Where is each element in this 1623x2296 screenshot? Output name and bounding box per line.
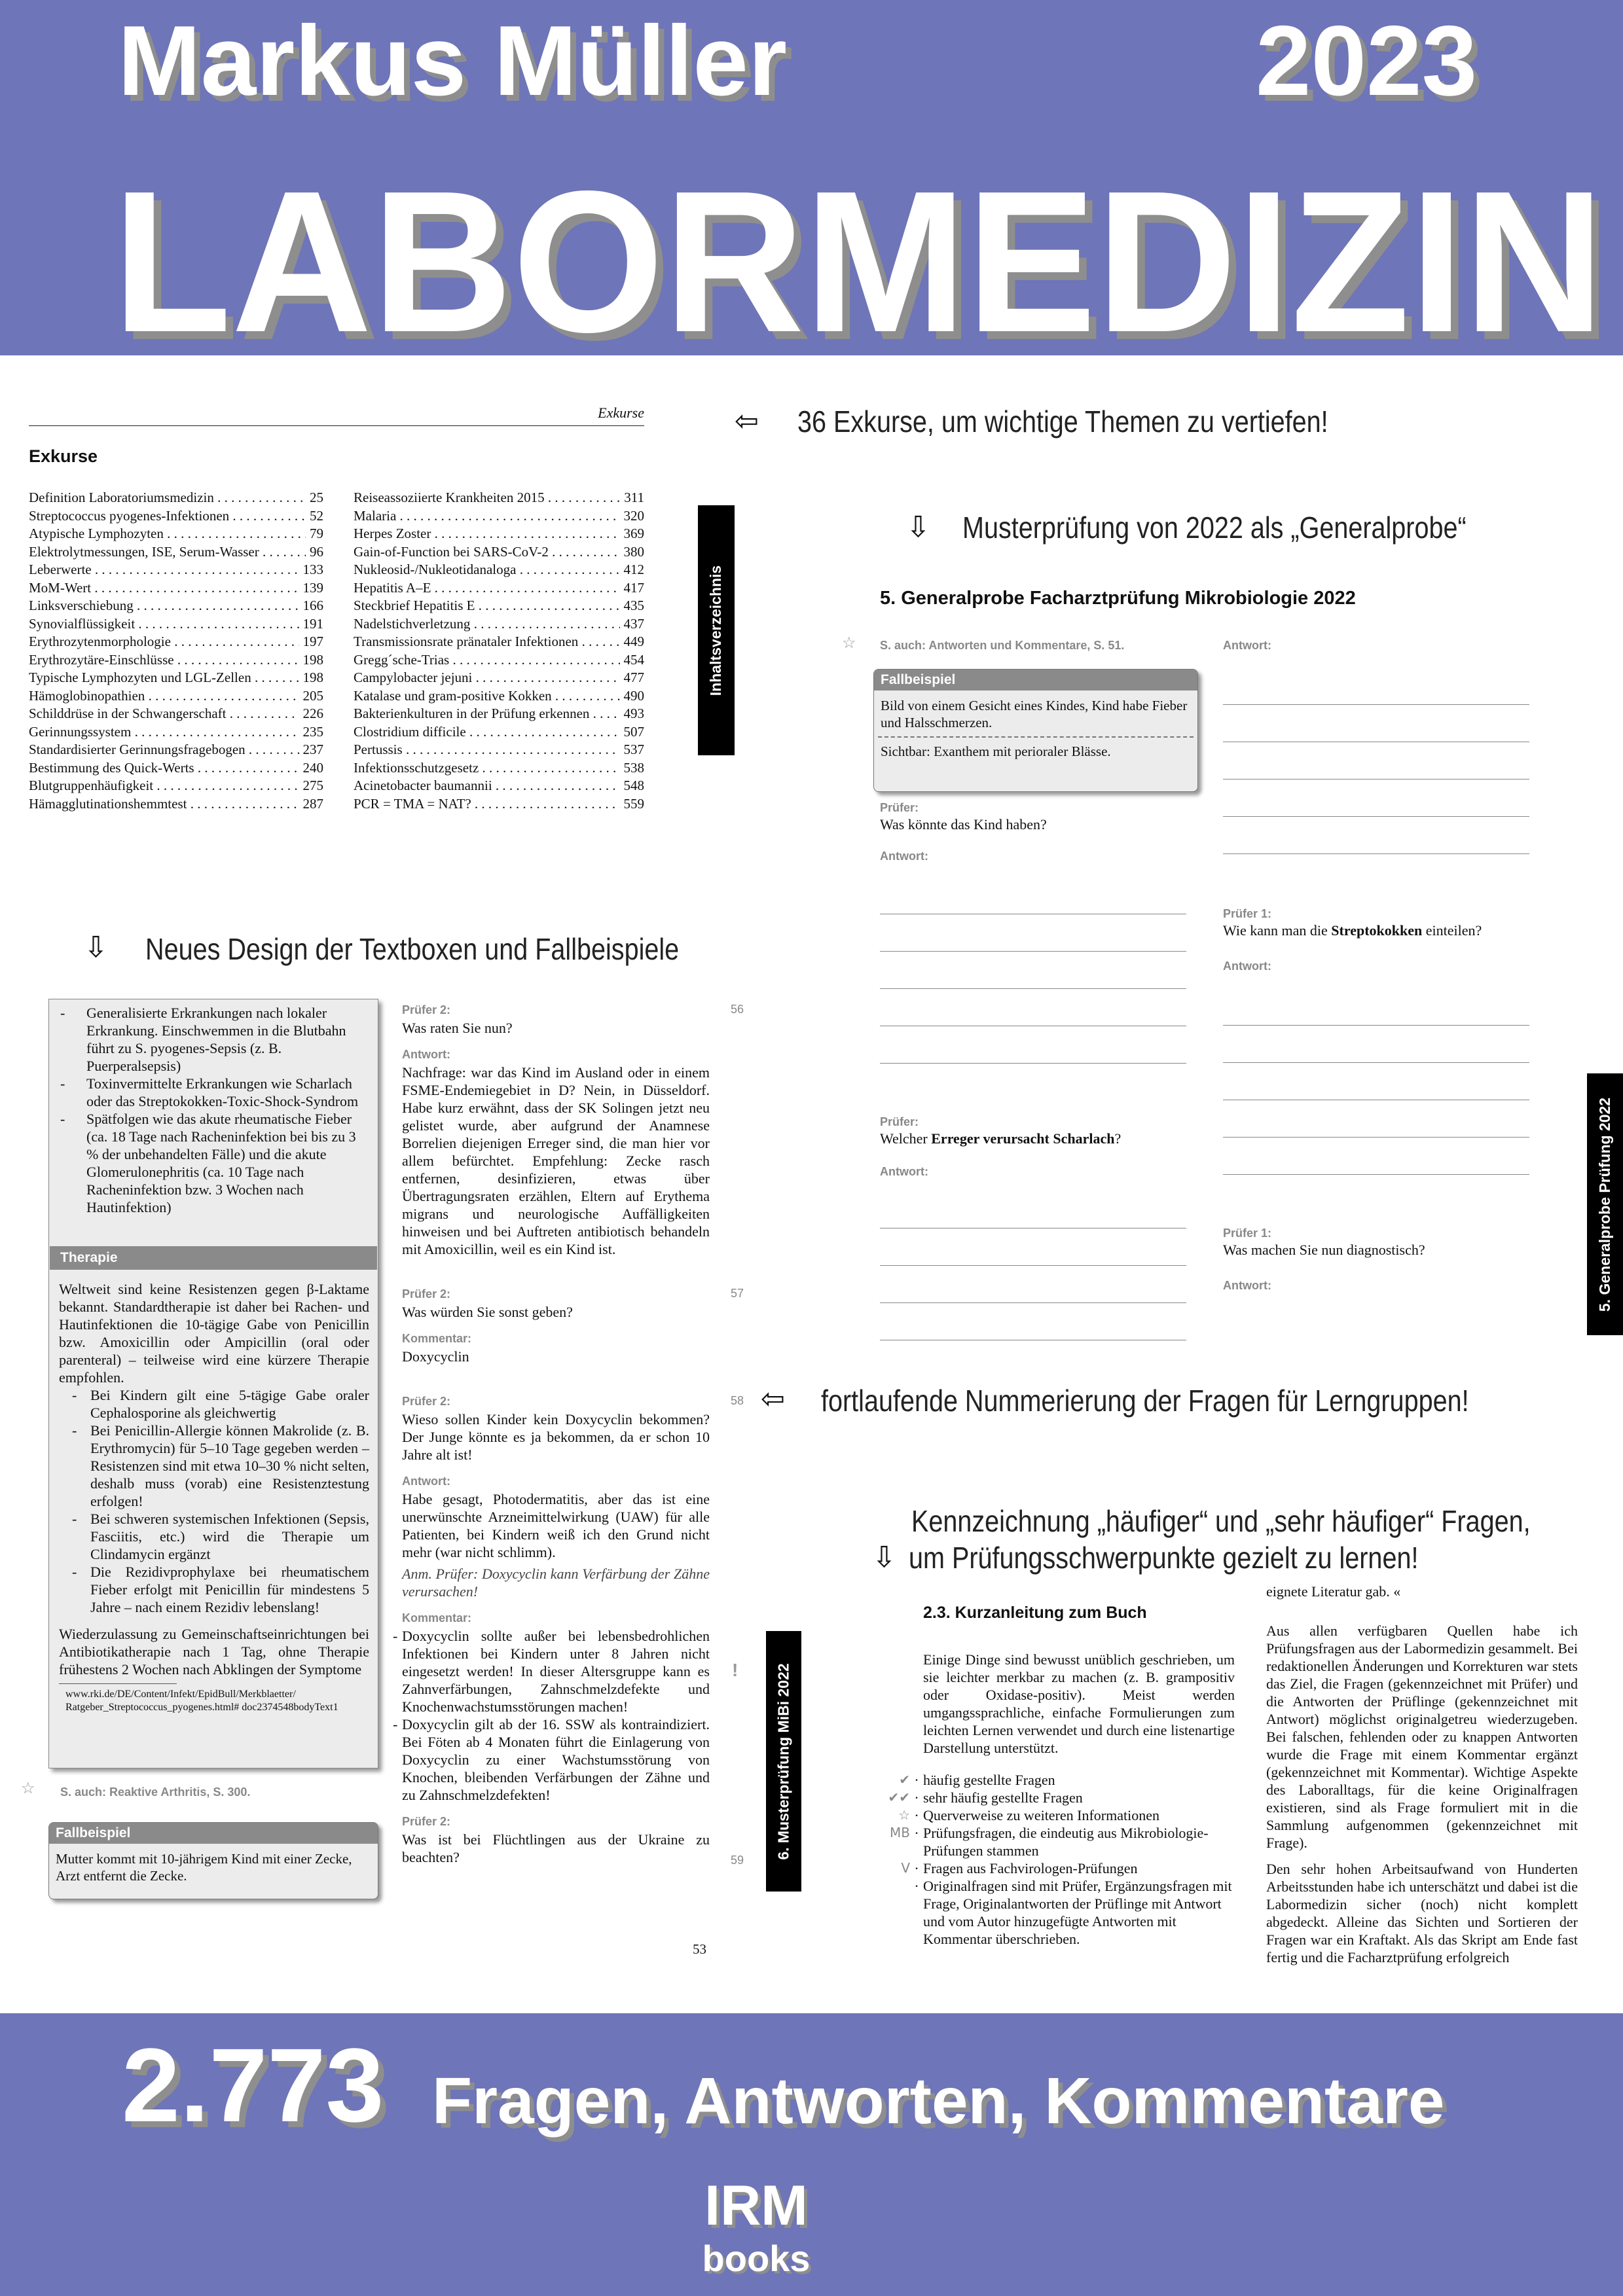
toc-entry-name: Standardisierter Gerinnungsfragebogen . . . <box>29 741 299 759</box>
toc-entry-name: Definition Laboratoriumsmedizin . . . <box>29 489 306 507</box>
toc-entry-name: Bakterienkulturen in der Prüfung erkennen . . . <box>354 705 620 723</box>
legend-symbol: V <box>901 1860 910 1876</box>
excursions-panel <box>29 401 644 812</box>
annotation-frequency-line1: Kennzeichnung „häufiger“ und „sehr häufiger“ Fragen, <box>911 1504 1531 1538</box>
therapy-header: Therapie <box>50 1246 377 1270</box>
toc-entry-page: 275 <box>302 778 323 793</box>
toc-row <box>354 741 644 759</box>
answer-56: Nachfrage: war das Kind im Ausland oder in einem FSME-Endemiegebiet in D? Nein, in Düsseldorf. Habe kurz erwähnt, dass der SK Solingen jetzt neu gelistet wurde, aber aufgrund der Anamnese Borrelien diejenigen Erreger sind, die man hier vor allem befürchtet. Empfehlung: Zecke rasch entfernen, desinfizieren, etwas über Übertragungsraten erzählen, Eltern auf Erythema migrans und neurologische Auffälligkeiten hinweisen und bei Auftreten antibiotisch behandeln mit Amoxicillin, weil es ein Kind ist. <box>402 1064 710 1257</box>
therapy-text: Weltweit sind keine Resistenzen gegen β-Laktame bekannt. Standardtherapie ist daher bei Rachen- und Hautinfektionen die 10-tägige Gabe von Penicillin bzw. Amoxicillin oder Ampicillin (oral oder parenteral) – teilweise wird eine kürzere Therapie empfohlen. <box>59 1281 369 1386</box>
exam-question-3: Welcher Erreger verursacht Scharlach? <box>880 1130 1122 1147</box>
book-title: LABORMEDIZIN <box>113 149 1605 374</box>
bullet-generalized: Generalisierte Erkrankungen nach lokaler Erkrankung. Einschwemmen in die Blutbahn führt zu S. pyogenes-Sepsis (z. B. Puerperalsepsis) <box>86 1005 346 1074</box>
toc-row <box>29 777 323 795</box>
toc-entry-page: 437 <box>623 615 644 632</box>
toc-entry-page: 133 <box>302 562 323 577</box>
arrow-down-icon: ⇩ <box>872 1541 896 1574</box>
case-visible: Sichtbar: Exanthem mit perioraler Blässe. <box>881 744 1111 759</box>
toc-row <box>354 777 644 795</box>
legend-symbol: ✔✔ <box>888 1789 910 1805</box>
legend-row: · Originalfragen sind mit Prüfer, Ergänzungsfragen mit Frage, Originalantworten der Prüflinge mit Antwort und vom Autor hinzugefügte Antworten mit Kommentar überschrieben. <box>864 1877 1235 1948</box>
question-59: Was ist bei Flüchtlingen aus der Ukraine zu beachten? <box>402 1831 710 1865</box>
toc-row <box>354 579 644 598</box>
legend-row: ☆ · Querverweise zu weiteren Informationen <box>864 1806 1235 1824</box>
toc-entry-page: 454 <box>623 651 644 668</box>
toc-entry-page: 226 <box>302 706 323 721</box>
answer-lines-left-2 <box>880 1191 1186 1340</box>
guide-legend <box>864 1771 1235 1948</box>
toc-entry-page: 287 <box>302 795 323 812</box>
toc-row <box>354 543 644 562</box>
toc-row <box>29 597 323 615</box>
toc-row <box>29 687 323 706</box>
toc-entry-page: 25 <box>310 490 323 505</box>
toc-entry-name: Gain-of-Function bei SARS-CoV-2 . . . <box>354 543 620 562</box>
toc-entry-page: 235 <box>302 723 323 740</box>
guide-right-top: eignete Literatur gab. « <box>1266 1583 1401 1600</box>
question-56: Was raten Sie nun? <box>402 1020 513 1036</box>
toc-row <box>29 759 323 778</box>
toc-entry-page: 198 <box>302 651 323 668</box>
toc-entry-page: 449 <box>623 634 644 649</box>
toc-entry-name: Hepatitis A–E . . . <box>354 579 620 598</box>
toc-row <box>29 507 323 526</box>
legend-row: ✔ · häufig gestellte Fragen <box>864 1771 1235 1789</box>
annotation-mock-exam: Musterprüfung von 2022 als „Generalprobe“ <box>962 511 1467 545</box>
answer-label: Antwort: <box>402 1048 450 1061</box>
toc-row <box>354 759 644 778</box>
annotation-textboxes: Neues Design der Textboxen und Fallbeispiele <box>145 932 680 966</box>
publisher-sub: books <box>702 2238 811 2279</box>
toc-entry-page: 412 <box>623 562 644 577</box>
exclamation-marker: ! <box>732 1660 739 1680</box>
toc-entry-name: Synovialflüssigkeit . . . <box>29 615 299 634</box>
question-57: Was würden Sie sonst geben? <box>402 1304 573 1320</box>
legend-symbol: MB <box>890 1825 910 1840</box>
toc-row <box>29 543 323 562</box>
toc-entry-page: 205 <box>302 687 323 704</box>
legend-symbol <box>864 1877 910 1948</box>
toc-entry-name: Streptococcus pyogenes-Infektionen . . . <box>29 507 306 526</box>
legend-symbol: ✔ <box>899 1772 910 1787</box>
toc-row <box>29 651 323 670</box>
toc-entry-name: Erythrozytenmorphologie . . . <box>29 633 299 651</box>
legend-row: V · Fragen aus Fachvirologen-Prüfungen <box>864 1859 1235 1877</box>
examiner2-label: Prüfer 2: <box>402 1395 451 1408</box>
question-number: 59 <box>731 1854 744 1867</box>
toc-entry-page: 369 <box>623 526 644 541</box>
toc-row <box>29 795 323 814</box>
toc-row <box>354 687 644 706</box>
toc-entry-name: Hämagglutinationshemmtest . . . <box>29 795 299 814</box>
toc-entry-page: 538 <box>623 759 644 776</box>
toc-entry-name: Atypische Lymphozyten . . . <box>29 525 306 543</box>
annotation-excursions: 36 Exkurse, um wichtige Themen zu vertiefen! <box>797 404 1328 439</box>
toc-entry-name: Blutgruppenhäufigkeit . . . <box>29 777 299 795</box>
toc-entry-page: 198 <box>302 670 323 685</box>
toc-entry-page: 237 <box>302 742 323 757</box>
exam-question-1: Was könnte das Kind haben? <box>880 816 1047 833</box>
star-icon: ☆ <box>21 1780 35 1797</box>
examiner1-label: Prüfer 1: <box>1223 907 1272 920</box>
case-header: Fallbeispiel <box>874 670 1197 691</box>
toc-entry-name: Typische Lymphozyten und LGL-Zellen . . . <box>29 669 299 687</box>
therapy-bullet-1: Bei Kindern gilt eine 5-tägige Gabe oraler Cephalosporine als gleichwertig <box>90 1387 369 1421</box>
toc-entry-page: 52 <box>310 507 323 524</box>
toc-row <box>354 633 644 651</box>
textbox-bullets: - Generalisierte Erkrankungen nach lokaler Erkrankung. Einschwemmen in die Blutbahn führt zu S. pyogenes-Sepsis (z. B. Puerperalsepsis) - Toxinvermittelte Erkrankungen wie Scharlach oder das Streptokokken-Toxic-Shock-Syndrom - Spätfolgen wie das akute rheumatische Fieber (ca. 18 Tage nach Racheninfektion bei bis zu 3 % der unbehandelten Fälle) und die akute Glomerulonephritis (ca. 10 Tage nach Racheninfektion bzw. 3 Wochen nach Hautinfektion) <box>60 1004 368 1216</box>
legend-symbol: ☆ <box>898 1807 910 1823</box>
question-number: 58 <box>731 1394 744 1407</box>
toc-entry-page: 197 <box>302 634 323 649</box>
footnote: www.rki.de/DE/Content/Infekt/EpidBull/Merkblaetter/ Ratgeber_Streptococcus_pyogenes.html# doc2374548bodyText1 <box>65 1689 338 1713</box>
comment-57: Doxycyclin <box>402 1348 469 1365</box>
toc-entry-name: Herpes Zoster . . . <box>354 525 620 543</box>
qa-57 <box>402 1285 710 1365</box>
legend-text: häufig gestellte Fragen <box>923 1772 1055 1788</box>
examiner2-label: Prüfer 2: <box>402 1815 451 1828</box>
examiner-label: Prüfer: <box>880 801 919 814</box>
toc-entry-name: Elektrolytmessungen, ISE, Serum-Wasser . . . <box>29 543 306 562</box>
toc-row <box>354 561 644 579</box>
toc-entry-name: Campylobacter jejuni . . . <box>354 669 620 687</box>
annotation-numbering: fortlaufende Nummerierung der Fragen für Lerngruppen! <box>821 1384 1469 1418</box>
toc-entry-page: 380 <box>623 543 644 560</box>
examiner-label-2: Prüfer: <box>880 1115 919 1128</box>
toc-row <box>354 489 644 507</box>
toc-row <box>29 723 323 742</box>
exam-case-box <box>873 669 1198 792</box>
toc-entry-name: Nadelstichverletzung . . . <box>354 615 620 634</box>
arrow-down-icon: ⇩ <box>906 511 930 544</box>
comment-label: Kommentar: <box>402 1332 472 1345</box>
excursions-column-2 <box>354 489 644 813</box>
toc-entry-name: MoM-Wert . . . <box>29 579 299 598</box>
answer-lines-right-2 <box>1223 988 1529 1175</box>
therapy-bullet-3: Bei schweren systemischen Infektionen (Sepsis, Fasciitis, etc.) wird die Therapie um Clindamycin ergänzt <box>90 1511 369 1562</box>
toc-row <box>354 669 644 687</box>
comment-58-b: Doxycyclin gilt ab der 16. SSW als kontraindiziert. Bei Föten ab 4 Monaten führt die Einlagerung von Doxycyclin zu einer Wachstumsstörung von Knochen, bleibenden Verfärbungen der Zähne und zu Zahnschmelzdefekten! <box>402 1716 710 1803</box>
toc-row <box>29 525 323 543</box>
toc-entry-page: 96 <box>310 543 323 560</box>
question-number: 57 <box>731 1287 744 1300</box>
toc-entry-name: Erythrozytäre-Einschlüsse . . . <box>29 651 299 670</box>
legend-text: sehr häufig gestellte Fragen <box>923 1789 1083 1806</box>
legend-text: Originalfragen sind mit Prüfer, Ergänzungsfragen mit Frage, Originalantworten der Prüflinge mit Antwort und vom Autor hinzugefügte Antworten mit Kommentar überschrieben. <box>923 1878 1232 1947</box>
toc-row <box>29 489 323 507</box>
toc-entry-name: Leberwerte . . . <box>29 561 299 579</box>
toc-entry-page: 139 <box>302 579 323 596</box>
toc-row <box>354 723 644 742</box>
toc-entry-page: 490 <box>623 687 644 704</box>
examiner1-label-2: Prüfer 1: <box>1223 1227 1272 1240</box>
toc-entry-name: Schilddrüse in der Schwangerschaft . . . <box>29 705 299 723</box>
comment-label: Kommentar: <box>402 1611 472 1624</box>
legend-row: MB · Prüfungsfragen, die eindeutig aus Mikrobiologie-Prüfungen stammen <box>864 1824 1235 1859</box>
textbox-see-also: S. auch: Reaktive Arthritis, S. 300. <box>60 1785 251 1799</box>
page-number: 53 <box>693 1941 706 1957</box>
bullet-toxin: Toxinvermittelte Erkrankungen wie Scharlach oder das Streptokokken-Toxic-Shock-Syndrom <box>86 1075 359 1109</box>
excursions-column-1 <box>29 489 323 813</box>
toc-entry-name: Gregg´sche-Trias . . . <box>354 651 620 670</box>
toc-entry-page: 166 <box>302 598 323 613</box>
running-head: Exkurse <box>598 404 644 421</box>
question-number: 56 <box>731 1003 744 1016</box>
legend-row: ✔✔ · sehr häufig gestellte Fragen <box>864 1789 1235 1806</box>
exam-question-4: Was machen Sie nun diagnostisch? <box>1223 1242 1425 1258</box>
toc-entry-name: Linksverschiebung . . . <box>29 597 299 615</box>
tick-case-header: Fallbeispiel <box>49 1823 378 1844</box>
answer-label-right-3: Antwort: <box>1223 1279 1271 1292</box>
edition-year: 2023 <box>1256 5 1478 117</box>
toc-entry-page: 240 <box>302 759 323 776</box>
author-name: Markus Müller <box>118 5 788 117</box>
toc-entry-page: 191 <box>302 615 323 632</box>
toc-entry-page: 507 <box>623 723 644 740</box>
toc-entry-name: Malaria . . . <box>354 507 620 526</box>
toc-entry-page: 311 <box>624 490 644 505</box>
toc-entry-page: 493 <box>623 706 644 721</box>
toc-entry-page: 559 <box>623 795 644 812</box>
arrow-left-icon: ⇦ <box>735 404 759 438</box>
running-head-rule <box>29 425 644 426</box>
readmission-text: Wiederzulassung zu Gemeinschaftseinrichtungen bei Antibiotikatherapie nach 1 Tag, ohne Therapie frühestens 2 Wochen nach Abklingen der Symptome <box>59 1626 369 1677</box>
exam-see-also: S. auch: Antworten und Kommentare, S. 51. <box>880 639 1125 652</box>
side-tab-mibi: 6. Musterprüfung MiBi 2022 <box>766 1631 801 1892</box>
legend-text: Fragen aus Fachvirologen-Prüfungen <box>923 1860 1138 1876</box>
comment-58-a: Doxycyclin sollte außer bei lebensbedrohlichen Infektionen bei Kindern unter 8 Jahren nicht eingesetzt werden! In dieser Altersgruppe kann es Zahnverfärbungen, Zahnschmelzdefekte und Knochenwachstumsstörungen machen! <box>402 1628 710 1715</box>
therapy-body: Weltweit sind keine Resistenzen gegen β-Laktame bekannt. Standardtherapie ist daher bei Rachen- und Hautinfektionen die 10-tägige Gabe von Penicillin bzw. Amoxicillin oder Ampicillin (oral oder parenteral) – teilweise wird eine kürzere Therapie empfohlen. - Bei Kindern gilt eine 5-tägige Gabe oraler Cephalosporine als gleichwertig - Bei Penicillin-Allergie können Makrolide (z. B. Erythromycin) für 5–10 Tage gegeben werden – Resistenzen sind mit etwa 10–30 % nicht selten, deshalb muss (vorab) eine Resistenztestung erfolgen! - Bei schweren systemischen Infektionen (Sepsis, Fasciitis, etc.) wird die Therapie um Clindamycin ergänzt - Die Rezidivprophylaxe bei rheumatischem Fieber erfolgt mit Penicillin für mindestens 5 Jahre – nach einem Rezidiv lebenslang! Wiederzulassung zu Gemeinschaftseinrichtungen bei Antibiotikatherapie nach 1 Tag, ohne Therapie frühestens 2 Wochen nach Abklingen der Symptome www.rki.de/DE/Content/Infekt/EpidBull/Merkblaetter/ Ratgeber_Streptococcus_pyogenes.html# doc2374548bodyText1 <box>59 1281 369 1713</box>
toc-row <box>354 795 644 814</box>
toc-entry-page: 417 <box>623 579 644 596</box>
toc-row <box>354 705 644 723</box>
toc-entry-name: Reiseassoziierte Krankheiten 2015 . . . <box>354 489 620 507</box>
toc-entry-name: Clostridium difficile . . . <box>354 723 620 742</box>
toc-entry-page: 320 <box>623 507 644 524</box>
toc-entry-name: Steckbrief Hepatitis E . . . <box>354 597 620 615</box>
arrow-down-icon: ⇩ <box>84 931 108 964</box>
toc-entry-name: Hämoglobinopathien . . . <box>29 687 299 706</box>
star-icon: ☆ <box>842 635 856 652</box>
arrow-left-icon: ⇦ <box>761 1382 785 1416</box>
examiner2-label: Prüfer 2: <box>402 1003 451 1016</box>
case-text: Bild von einem Gesicht eines Kindes, Kind habe Fieber und Halsschmerzen. <box>881 698 1188 730</box>
answer-label-left-2: Antwort: <box>880 1165 928 1178</box>
answer-label-right-2: Antwort: <box>1223 960 1271 973</box>
toc-row <box>29 669 323 687</box>
toc-entry-page: 79 <box>310 526 323 541</box>
therapy-bullet-4: Die Rezidivprophylaxe bei rheumatischem Fieber erfolgt mit Penicillin für mindestens 5 Jahre – nach einem Rezidiv lebenslang! <box>90 1564 369 1615</box>
toc-row <box>354 615 644 634</box>
footer-tagline: Fragen, Antworten, Kommentare <box>432 2064 1445 2138</box>
guide-right-p1: Aus allen verfügbaren Quellen habe ich Prüfungsfragen aus der Labormedizin gesammelt. Bei redaktionellen Änderungen und Korrekturen war stets das Ziel, die Fragen (gekennzeichnet mit Prüfer) und die Antworten der Prüflinge (gekennzeichnet mit Antwort) möglichst originalgetreu wiederzugeben. Bei falschen, fehlenden oder zu knappen Antworten wurde die Frage mit einem Kommentar ergänzt (gekennzeichnet mit Kommentar). Wichtige Aspekte des Laboralltags, für die keine Originalfragen existieren, sind als Frage formuliert mit in die Sammlung aufgenommen (gekennzeichnet mit Frage). <box>1266 1623 1578 1851</box>
toc-entry-name: Pertussis . . . <box>354 741 620 759</box>
exam-title: 5. Generalprobe Facharztprüfung Mikrobiologie 2022 <box>880 588 1356 609</box>
guide-intro: Einige Dinge sind bewusst unüblich geschrieben, um sie leichter merkbar zu machen (z. B. grampositiv oder Oxidase-positiv). Meist werden umgangssprachliche, einfache Formulierungen zum leichten Lernen verwendet und durch eine listenartige Darstellung unterstützt. <box>923 1651 1235 1756</box>
examiner2-label: Prüfer 2: <box>402 1287 451 1300</box>
answer-lines-left-1 <box>880 877 1186 1064</box>
qa-58: Prüfer 2: Wieso sollen Kinder kein Doxycyclin bekommen? Der Junge könnte es ja bekommen, da er schon 10 Jahre alt ist! Antwort: Habe gesagt, Photodermatitis, aber das ist eine unerwünschte Arzneimittelwirkung (UAW) für alle Patienten, bei Kindern weiß ich den Grund nicht mehr (war nicht schlimm). Anm. Prüfer: Doxycyclin kann Verfärbung der Zähne verursachen! Kommentar: - Doxycyclin sollte außer bei lebensbedrohlichen Infektionen bei Kindern unter 8 Jahren nicht eingesetzt werden! In dieser Altersgruppe kann es Zahnverfärbungen, Zahnschmelzdefekte und Knochenwachstumsstörungen machen! - Doxycyclin gilt ab der 16. SSW als kontraindiziert. Bei Föten ab 4 Monaten führt die Einlagerung von Doxycyclin zu einer Wachstumsstörung von Knochen, bleibenden Verfärbungen der Zähne und zu Zahnschmelzdefekten! Prüfer 2: Was ist bei Flüchtlingen aus der Ukraine zu beachten? <box>402 1393 710 1866</box>
toc-entry-page: 477 <box>623 670 644 685</box>
examiner-note-58: Anm. Prüfer: Doxycyclin kann Verfärbung der Zähne verursachen! <box>402 1566 710 1600</box>
toc-entry-name: PCR = TMA = NAT? . . . <box>354 795 620 814</box>
question-count: 2.773 <box>122 2026 384 2144</box>
side-tab-exam: 5. Generalprobe Prüfung 2022 <box>1587 1073 1623 1335</box>
guide-heading: 2.3. Kurzanleitung zum Buch <box>923 1604 1147 1622</box>
toc-entry-page: 435 <box>623 598 644 613</box>
toc-row <box>354 651 644 670</box>
toc-row <box>354 507 644 526</box>
answer-lines-right-1 <box>1223 668 1529 854</box>
toc-entry-name: Bestimmung des Quick-Werts . . . <box>29 759 299 778</box>
qa-column <box>402 1001 710 1258</box>
toc-row <box>354 597 644 615</box>
answer-58: Habe gesagt, Photodermatitis, aber das ist eine unerwünschte Arzneimittelwirkung (UAW) für alle Patienten, bei Kindern weiß ich den Grund nicht mehr (war nicht schlimm). <box>402 1491 710 1560</box>
exam-question-2: Wie kann man die Streptokokken einteilen? <box>1223 922 1482 939</box>
side-tab-contents: Inhaltsverzeichnis <box>698 505 735 755</box>
toc-entry-name: Gerinnungssystem . . . <box>29 723 299 742</box>
exam-answer-label-right: Antwort: <box>1223 639 1271 652</box>
toc-entry-name: Infektionsschutzgesetz . . . <box>354 759 620 778</box>
question-58: Wieso sollen Kinder kein Doxycyclin bekommen? Der Junge könnte es ja bekommen, da er schon 10 Jahre alt ist! <box>402 1411 710 1463</box>
toc-row <box>29 561 323 579</box>
toc-row <box>29 705 323 723</box>
toc-row <box>29 741 323 759</box>
toc-row <box>354 525 644 543</box>
toc-entry-name: Transmissionsrate pränataler Infektionen . . . <box>354 633 620 651</box>
guide-right-p2: Den sehr hohen Arbeitsaufwand von Hunderten Arbeitsstunden habe ich unterschätzt und dabei ist die Labormedizin sicher (noch) nicht komplett abgedeckt. Alleine das Sichten und Sortieren der Fragen war ein Kraftakt. Als das Skript am Ende fast fertig und die Facharztprüfung erfolgreich <box>1266 1861 1578 1965</box>
toc-row <box>29 633 323 651</box>
legend-text: Querverweise zu weiteren Informationen <box>923 1807 1160 1823</box>
toc-row <box>29 615 323 634</box>
bullet-late-effects: Spätfolgen wie das akute rheumatische Fieber (ca. 18 Tage nach Racheninfektion bei bis zu 3 % der unbehandelten Fälle) und die akute Glomerulonephritis (ca. 10 Tage nach Racheninfektion bzw. 3 Wochen nach Hautinfektion) <box>86 1111 356 1215</box>
toc-entry-name: Katalase und gram-positive Kokken . . . <box>354 687 620 706</box>
tick-case-box <box>48 1822 378 1899</box>
legend-text: Prüfungsfragen, die eindeutig aus Mikrobiologie-Prüfungen stammen <box>923 1825 1209 1859</box>
toc-entry-name: Acinetobacter baumannii . . . <box>354 777 620 795</box>
toc-row <box>29 579 323 598</box>
toc-entry-page: 548 <box>623 778 644 793</box>
toc-entry-name: Nukleosid-/Nukleotidanaloga . . . <box>354 561 620 579</box>
therapy-bullet-2: Bei Penicillin-Allergie können Makrolide (z. B. Erythromycin) für 5–10 Tage gegeben werden – Resistenzen sind mit etwa 10–30 % nicht selten, deshalb muss (vorab) eine Resistenztestung erfolgen! <box>90 1422 369 1509</box>
annotation-frequency-line2: um Prüfungsschwerpunkte gezielt zu lernen! <box>909 1541 1419 1575</box>
toc-entry-page: 537 <box>623 742 644 757</box>
excursions-heading: Exkurse <box>29 446 98 466</box>
tick-case-text: Mutter kommt mit 10-jährigem Kind mit einer Zecke, Arzt entfernt die Zecke. <box>56 1851 352 1884</box>
answer-label-left: Antwort: <box>880 850 928 863</box>
publisher-logo: IRM <box>704 2174 808 2237</box>
answer-label: Antwort: <box>402 1475 450 1488</box>
